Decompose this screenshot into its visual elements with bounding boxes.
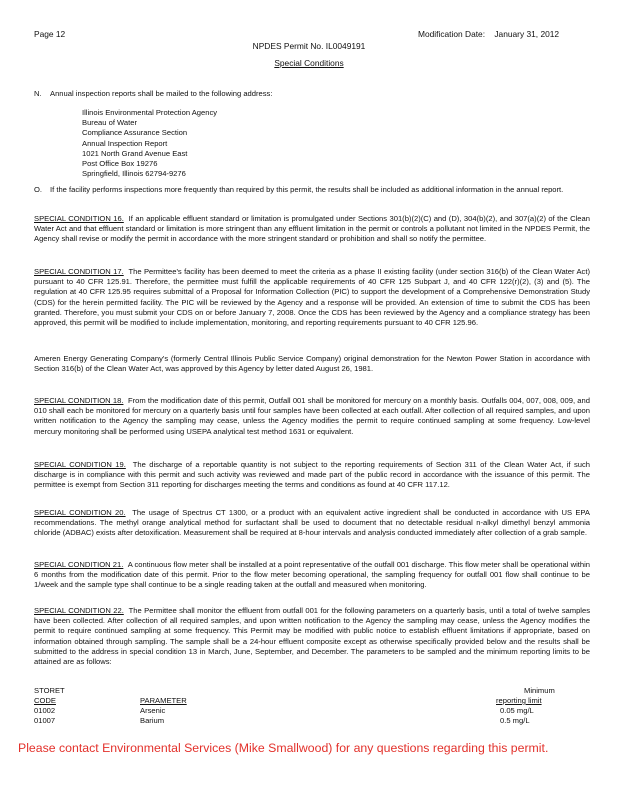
storet-label: STORET bbox=[34, 686, 65, 695]
condition-text: A continuous flow meter shall be installed at a point representative of the outfall 001 discharge. This flow meter shall be operational within 6 months from the modification date of this permit. Prior to the flow meter becoming operational, the sampling frequency for outfall 001 flow shall continue to be 1/week and the sample type shall continue to be a single reading taken at the outfall and measured when monitoring. bbox=[34, 560, 590, 590]
condition-text: The discharge of a reportable quantity is not subject to the reporting requirements of Section 311 of the Clean Water Act, if such discharge is in compliance with this permit and such activity was reviewed and made part of the public record in accordance with the issuance of this permit. The permittee is exempt from Section 311 reporting for discharges meeting the terms and conditions as found at 40 CFR 117.12. bbox=[34, 460, 590, 490]
condition-text: From the modification date of this permit, Outfall 001 shall be monitored for mercury on a monthly basis. Outfalls 004, 007, 008, 009, and 010 shall each be monitored for mercury on a quarterly basis until four samples have been collected at each outfall. After collection of all required samples, and upon written notification to the Agency the sampling may cease, unless the Agency modifies the permit to require continued sampling at some frequency. Low-level mercury monitoring shall be performed using USEPA analytical test method 1631 or equivalent. bbox=[34, 396, 590, 436]
table-row-parameter: Barium bbox=[140, 716, 165, 725]
page-number: Page 12 bbox=[34, 29, 66, 39]
special-condition-21 bbox=[34, 560, 590, 591]
table-row-parameter: Arsenic bbox=[140, 706, 166, 715]
item-n-text: Annual inspection reports shall be mailed to the following address: bbox=[50, 89, 273, 98]
condition-heading: SPECIAL CONDITION 17. bbox=[34, 267, 124, 276]
mailing-address bbox=[82, 108, 217, 179]
item-n bbox=[34, 89, 590, 99]
condition-text: The Permittee's facility has been deemed to meet the criteria as a phase II existing facility (under section 316(b) of the Clean Water Act) pursuant to 40 CFR 125.91. Therefore, the permittee must fulfill the applicable requirements of 40 CFR 125 Subpart J, and 40 CFR 122(r)(2), (3) and (5). The regulation at 40 CFR 125.95 requires submittal of a Proposal for Information Collection (PIC) to support the development of a Comprehensive Demonstration Study (CDS) for the herein permitted facility. The PIC will be reviewed by the Agency and a response will be provided. An extension of time to submit the CDS has been granted. Therefore, you must submit your CDS on or before January 7, 2008. Once the CDS has been reviewed by the Agency and a compliance strategy has been approved, this permit will be modified to include implementation, monitoring, and reporting requirements pursuant to 40 CFR 125.96. bbox=[34, 267, 590, 328]
address-line: Compliance Assurance Section bbox=[82, 128, 188, 138]
contact-note: Please contact Environmental Services (Mike Smallwood) for any questions regarding this permit. bbox=[18, 741, 549, 755]
parameter-header: PARAMETER bbox=[140, 696, 187, 705]
item-o-text: If the facility performs inspections more frequently than required by this permit, the results shall be included as additional information in the annual report. bbox=[50, 185, 564, 194]
permit-number: NPDES Permit No. IL0049191 bbox=[252, 41, 366, 51]
special-condition-19 bbox=[34, 460, 590, 491]
special-condition-22 bbox=[34, 606, 590, 667]
address-line: Illinois Environmental Protection Agency bbox=[82, 108, 218, 117]
address-line: Annual Inspection Report bbox=[82, 138, 168, 148]
condition-heading: SPECIAL CONDITION 20. bbox=[34, 508, 126, 517]
address-line: 1021 North Grand Avenue East bbox=[82, 148, 188, 158]
condition-heading: SPECIAL CONDITION 16. bbox=[34, 214, 124, 223]
condition-text: The usage of Spectrus CT 1300, or a product with an equivalent active ingredient shall be conducted in accordance with US EPA recommendations. The methyl orange analytical method for surfactant shall be used to document that no detectable residual n-alkyl dimethyl benzyl ammonia chloride (ADBAC) exists after detoxification. Measurement shall be required at 8-hour intervals and analysis conducted immediately after collection of a grab sample. bbox=[34, 508, 590, 538]
condition-heading: SPECIAL CONDITION 19. bbox=[34, 460, 126, 469]
code-header: CODE bbox=[34, 696, 56, 705]
special-condition-16 bbox=[34, 214, 590, 245]
address-line: Springfield, Illinois 62794-9276 bbox=[82, 169, 186, 179]
table-row-code: 01002 bbox=[34, 706, 56, 715]
minimum-label: Minimum bbox=[524, 686, 555, 695]
table-row-limit: 0.05 mg/L bbox=[500, 706, 534, 715]
condition-text: The Permittee shall monitor the effluent from outfall 001 for the following parameters on a quarterly basis, until a total of twelve samples have been collected. After collection of all required samples, and upon written notification to the Agency the sampling may cease, unless the Agency modifies the permit to require continued sampling at some frequency. This Permit may be modified with public notice to establish effluent limitations if appropriate, based on information obtained through sampling. The sample shall be a 24-hour effluent composite except as otherwise specifically provided below and the results shall be submitted to the address in special condition 13 in March, June, September, and December. The parameters to be sampled and the minimum reporting limits to be attained are as follows: bbox=[34, 606, 590, 667]
modification-label: Modification Date: bbox=[418, 29, 486, 39]
limit-header: reporting limit bbox=[496, 696, 542, 705]
special-condition-18 bbox=[34, 396, 590, 437]
paragraph-text: Ameren Energy Generating Company's (formerly Central Illinois Public Service Company) original demonstration for the Newton Power Station in accordance with Section 316(b) of the Clean Water Act, was approved by this Agency by letter dated August 26, 1981. bbox=[34, 354, 590, 374]
condition-heading: SPECIAL CONDITION 22. bbox=[34, 606, 124, 615]
condition-heading: SPECIAL CONDITION 21. bbox=[34, 560, 124, 569]
condition-heading: SPECIAL CONDITION 18. bbox=[34, 396, 124, 405]
address-line: Bureau of Water bbox=[82, 118, 138, 128]
item-n-label: N. bbox=[34, 89, 42, 98]
section-title: Special Conditions bbox=[274, 58, 344, 68]
special-condition-20 bbox=[34, 508, 590, 539]
item-o-label: O. bbox=[34, 185, 43, 194]
ameren-paragraph bbox=[34, 354, 590, 374]
condition-text: If an applicable effluent standard or limitation is promulgated under Sections 301(b)(2)(C) and (D), 304(b)(2), and 307(a)(2) of the Clean Water Act and that effluent standard or limitation is more stringent than any effluent limitation in the permit or controls a pollutant not limited in the NPDES Permit, the Agency shall revise or modify the permit in accordance with the more stringent standard or prohibition and shall so notify the permittee. bbox=[34, 214, 590, 244]
modification-date bbox=[418, 29, 559, 39]
table-row-code: 01007 bbox=[34, 716, 56, 725]
table-row-limit: 0.5 mg/L bbox=[500, 716, 530, 725]
item-o bbox=[34, 185, 590, 195]
special-condition-17 bbox=[34, 267, 590, 328]
address-line: Post Office Box 19276 bbox=[82, 159, 158, 169]
modification-date-value: January 31, 2012 bbox=[494, 29, 560, 39]
